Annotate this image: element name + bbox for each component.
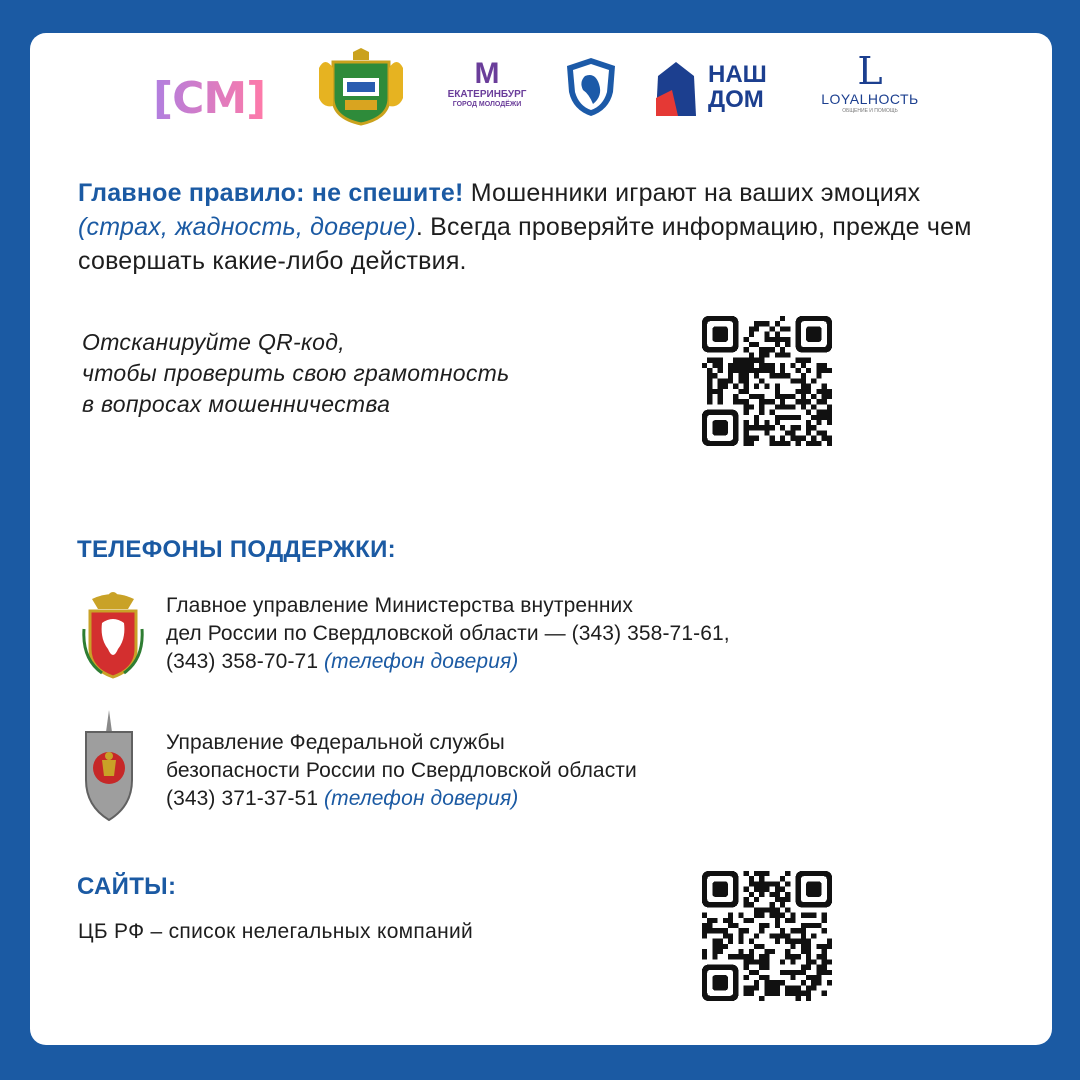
phones-heading: ТЕЛЕФОНЫ ПОДДЕРЖКИ: — [77, 536, 396, 563]
fsb-contact — [166, 729, 926, 813]
scan-line-3: в вопросах мошенничества — [82, 391, 391, 417]
mvd-line-2: дел России по Свердловской области — (343) 358-71-61, — [166, 622, 730, 645]
mvd-line-3: (343) 358-70-71 — [166, 650, 325, 673]
mvd-emblem-icon — [82, 589, 144, 681]
nash-dom-line2: ДОМ — [708, 86, 764, 113]
fsb-emblem-icon — [78, 710, 140, 822]
youth-logo-tagline: ГОРОД МОЛОДЁЖИ — [452, 101, 522, 108]
partner-logos — [30, 33, 1052, 163]
fsb-line-1: Управление Федеральной службы — [166, 731, 505, 754]
fsb-line-2: безопасности России по Свердловской области — [166, 759, 637, 782]
scan-qr-prompt — [82, 327, 642, 420]
house-icon — [652, 60, 700, 118]
quiz-qr-code[interactable] — [702, 316, 832, 446]
cb-site-link[interactable]: ЦБ РФ – список нелегальных компаний — [78, 920, 474, 943]
cb-qr-code[interactable] — [702, 871, 832, 1001]
fsb-line-3: (343) 371-37-51 — [166, 787, 325, 810]
loyalnost-tagline: ОБЩЕНИЕ И ПОМОЩЬ — [842, 108, 898, 114]
shield-logo — [565, 56, 617, 118]
info-card — [30, 33, 1052, 1045]
sm-logo: [СМ] — [153, 73, 266, 124]
mvd-contact — [166, 592, 926, 676]
main-rule-paragraph — [78, 176, 1008, 278]
mvd-hotline-note: (телефон доверия) — [324, 650, 519, 673]
main-rule-text1: Мошенники играют на ваших эмоциях — [463, 179, 921, 207]
scan-line-1: Отсканируйте QR-код, — [82, 329, 345, 355]
ekaterinburg-crest-logo — [315, 48, 407, 126]
main-rule-text2: . Всегда проверяйте информацию, прежде чем совершать какие-либо действия. — [78, 213, 972, 275]
youth-logo-city: ЕКАТЕРИНБУРГ — [447, 89, 527, 100]
main-rule-emotions: (страх, жадность, доверие) — [78, 213, 416, 241]
mvd-line-1: Главное управление Министерства внутренних — [166, 594, 633, 617]
fsb-hotline-note: (телефон доверия) — [324, 787, 519, 810]
scan-line-2: чтобы проверить свою грамотность — [82, 360, 510, 386]
loyalnost-mark: L — [857, 49, 883, 93]
loyalnost-name: LOYALНОСТЬ — [821, 91, 919, 107]
main-rule-highlight: Главное правило: не спешите! — [78, 179, 464, 207]
loyalnost-logo — [810, 51, 930, 126]
nash-dom-logo — [652, 60, 802, 120]
youth-logo-mark: М — [474, 57, 500, 90]
sites-heading: САЙТЫ: — [77, 873, 177, 900]
nash-dom-line1: НАШ — [708, 61, 767, 88]
ekaterinburg-youth-logo — [432, 59, 542, 119]
